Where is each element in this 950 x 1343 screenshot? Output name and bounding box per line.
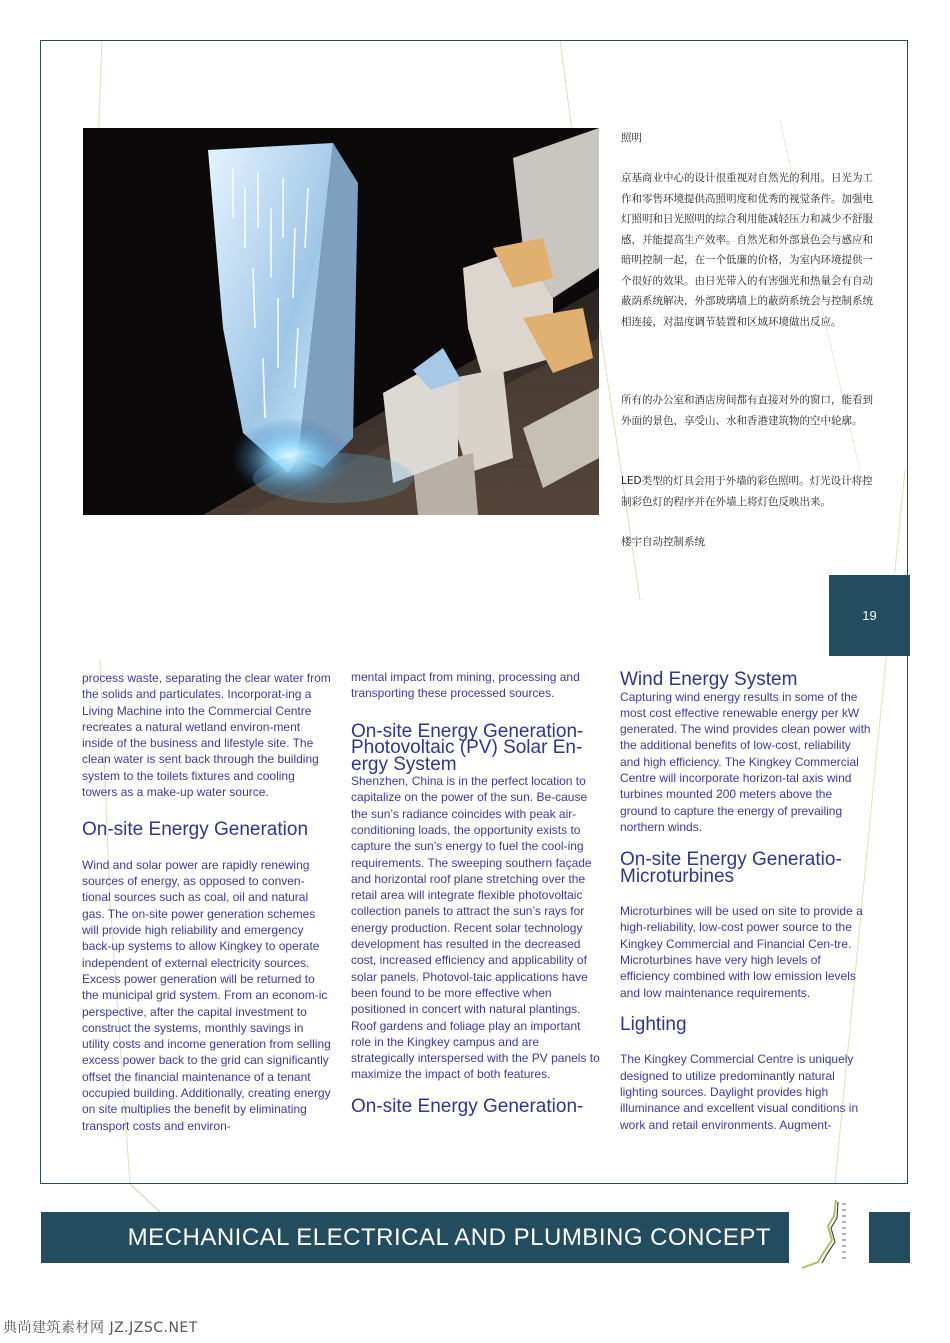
col2-paragraph-2: Shenzhen, China is in the perfect location to capitalize on the power of the sun. Be-cause the sun’s radiance coincides with peak air-conditioning loads, the opportunity exists to capture the sun’s energy to fuel the cool-ing requirements. The sweeping southern façade and horizontal roof plane stretching over the retail area will integrate flexible photovoltaic collection panels to attract the sun’s rays for energy production. Recent solar technology development has resulted in the decreased cost, increased efficiency and applicability of solar panels. Photovol-taic applications have been found to be more effective when positioned in concert with natural plantings. Roof gardens and foliage play an important role in the Kingkey campus and are strategically interspersed with the PV panels to maximize the impact of both features.	[351, 774, 600, 1082]
col3-paragraph-2: Microturbines will be used on site to provide a high-reliability, low-cost power source to the Kingkey Commercial and Financial Cen-tre. Microturbines have very high levels of efficiency combined with low emission levels and low maintenance requirements.	[620, 904, 863, 1000]
cn-paragraph-1: 京基商业中心的设计很重视对自然光的利用。日光为工作和零售环境提供高照明度和优秀的视觉条件。加强电灯照明和日光照明的综合利用能减轻压力和减少不舒服感，并能提高生产效率。自然光和外部景色会与感应和暗明控制一起，在一个低廉的价格，为室内环境提供一个很好的效果。由日光带入的有害强光和热量会有自动蔽荫系统解决，外部玻璃墙上的蔽荫系统会与控制系统相连接，对温度调节装置和区域环境做出反应。	[621, 172, 873, 328]
page-number: 19	[862, 608, 877, 623]
banner-title: MECHANICAL ELECTRICAL AND PLUMBING CONCEPT	[127, 1223, 771, 1251]
col3-heading-wind: Wind Energy System	[620, 669, 798, 690]
col1-paragraph-2: Wind and solar power are rapidly renewing sources of energy, as opposed to conven-tional sources such as coal, oil and natural gas. The on-site power generation schemes will provide high reliability and emergency back-up systems to allow Kingkey to operate independent of external electricity sources. Excess power generation will be returned to the municipal grid system. From an econom-ic perspective, after the capital investment to construct the systems, monthly savings in utility costs and income generation from selling excess power back to the grid can significantly offset the financial maintenance of a tenant occupied building. Additionally, creating energy on site multiplies the benefit by eliminating transport costs and environ-	[82, 857, 331, 1133]
col3-paragraph-1: Capturing wind energy results in some of the most cost effective renewable energy per kW generated. The wind provides clean power with the additional benefits of low-cost, reliability and high efficiency. The Kingkey Commercial Centre will incorporate horizon-tal axis wind turbines mounted 200 meters above the ground to capture the energy of prevailing northern winds.	[620, 689, 871, 834]
col1-paragraph-1: process waste, separating the clear water from the solids and particulates. Incorporat-ing a Living Machine into the Commercial Centre recreates a natural wetland environ-ment inside of the business and lifestyle site. The clean water is sent back through the building system to the toilets fixtures and cooling towers as a make-up water source.	[82, 671, 331, 800]
text-column-1	[82, 670, 332, 1134]
cn-paragraph-3: LED类型的灯具会用于外墙的彩色照明。灯光设计将控制彩色灯的程序并在外墙上将灯色反映出来。	[621, 475, 873, 508]
col3-paragraph-3: The Kingkey Commercial Centre is uniquely designed to utilize predominantly natural lighting sources. Daylight provides high illuminance and excellent visual conditions in work and retail environments. Augment-	[620, 1052, 859, 1132]
col2-heading-onsite-energy: On-site Energy Generation-	[351, 1095, 584, 1117]
col3-heading-lighting: Lighting	[620, 1013, 687, 1035]
logo-icon	[798, 1196, 858, 1271]
col2-heading-photovoltaic: On-site Energy Generation-Photovoltaic (PV) Solar En-ergy System	[351, 720, 584, 775]
architectural-model-photo	[83, 128, 599, 515]
banner-end-block	[869, 1212, 910, 1263]
text-column-3	[620, 669, 872, 1133]
col3-heading-microturbines: On-site Energy Generatio-Microturbines	[620, 849, 842, 887]
section-title-banner	[41, 1212, 789, 1263]
col2-paragraph-1: mental impact from mining, processing and transporting these processed sources.	[351, 670, 580, 701]
text-column-2	[351, 669, 603, 1115]
cn-heading-lighting: 照明	[621, 132, 642, 144]
cn-heading-building-automation: 楼宇自动控制系统	[621, 536, 705, 548]
page-number-box	[829, 575, 910, 656]
watermark-text: 典尚建筑素材网 JZ.JZSC.NET	[3, 1320, 198, 1336]
cn-paragraph-2: 所有的办公室和酒店房间都有直接对外的窗口，能看到外面的景色，享受山、水和香港建筑物的空中轮廓。	[621, 394, 873, 427]
col1-heading-onsite-energy: On-site Energy Generation	[82, 819, 309, 841]
